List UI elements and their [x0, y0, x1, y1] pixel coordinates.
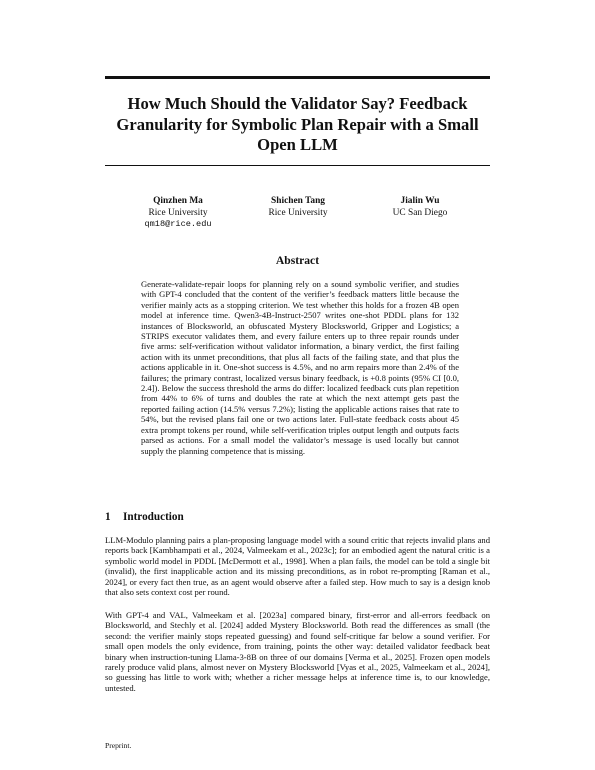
paper-title: How Much Should the Validator Say? Feedback Granularity for Symbolic Plan Repair with a Small Open LLM: [116, 94, 479, 154]
author-name: Shichen Tang: [271, 196, 325, 206]
intro-paragraph-2: With GPT-4 and VAL, Valmeekam et al. [2023a] compared binary, first-error and all-errors feedback on Blocksworld, and Stechly et al. [2024] added Mystery Blocksworld. Both read the differences as small (the second: the verifier mainly stops repeated guessing) and found self-critique far below a sound verifier. For small open models the only evidence, from training, points the other way: detailed validator feedback beat binary when instruction-tuning Llama-3-8B on three of our domains [Verma et al., 2025]. Frozen open models rarely produce valid plans, almost never on Mystery Blocksworld [Vyas et al., 2025, Valmeekam et al., 2024], so guessing has little to work with; whether a richer message helps at inference time is, to our knowledge, untested.: [105, 610, 490, 693]
section-heading-introduction: [105, 511, 184, 523]
abstract-text: Generate-validate-repair loops for planning rely on a sound symbolic verifier, and studies with GPT-4 concluded that the content of the verifier’s feedback matters little because the verifier mainly acts as a stopping criterion. We test whether this holds for a frozen 4B open model at inference time. Qwen3-4B-Instruct-2507 writes one-shot PDDL plans for 132 instances of Blocksworld, an obfuscated Mystery Blocksworld, Gripper and Logistics; a STRIPS executor validates them, and every failure enters up to three repair rounds under five arms: self-verification without validator information, a binary verdict, the first failing action with its unmet preconditions, that plus all facts of the failing state, and that plus the actions applicable in it. One-shot success is 4.5%, and no arm repairs more than 2.4% of the failures; the primary contrast, localized versus binary feedback, is +0.8 points (95% CI [0.0, 2.4]). Below the success threshold the arms do differ: localized feedback cuts plan repetition from 44% to 6% of turns and doubles the rate at which the next attempt gets past the reported failing action (14.5% versus 7.2%); listing the applicable actions raises that rate to 54%, but the revised plans fail one or two actions later. Full-state feedback costs about 45 extra prompt tokens per round, while self-verification triples output length and outputs facts parsed as actions. For a small model the validator’s message is used locally but cannot supply the planning competence that is missing.: [141, 279, 459, 456]
author-affiliation: Rice University: [148, 207, 208, 218]
author-jialin-wu: [377, 196, 463, 219]
title-top-rule: [105, 76, 490, 79]
abstract-heading: Abstract: [275, 254, 320, 267]
section-number: 1: [105, 511, 111, 523]
author-name: Qinzhen Ma: [153, 196, 203, 206]
author-affiliation: UC San Diego: [392, 207, 448, 218]
author-affiliation: Rice University: [268, 207, 328, 218]
author-block: [105, 196, 490, 236]
section-title: Introduction: [123, 511, 184, 523]
author-qinzhen-ma: [135, 196, 221, 231]
intro-paragraph-1: LLM-Modulo planning pairs a plan-proposing language model with a sound critic that rejects invalid plans and reports back [Kambhampati et al., 2024, Valmeekam et al., 2023c]; for an embodied agent the natural critic is a symbolic world model in PDDL [McDermott et al., 1998]. When a plan fails, the model can be told a single bit (invalid), the first inapplicable action and its missing preconditions, as in robot re-prompting [Raman et al., 2024], or every fact then true, as an agent would observe after a failed step. How much to say is a design knob that also sets context cost per round.: [105, 535, 490, 598]
title-bottom-rule: [105, 165, 490, 166]
author-shichen-tang: [255, 196, 341, 219]
preprint-footer: Preprint.: [105, 741, 132, 750]
author-email: qm18@rice.edu: [144, 219, 212, 230]
author-name: Jialin Wu: [400, 196, 440, 206]
